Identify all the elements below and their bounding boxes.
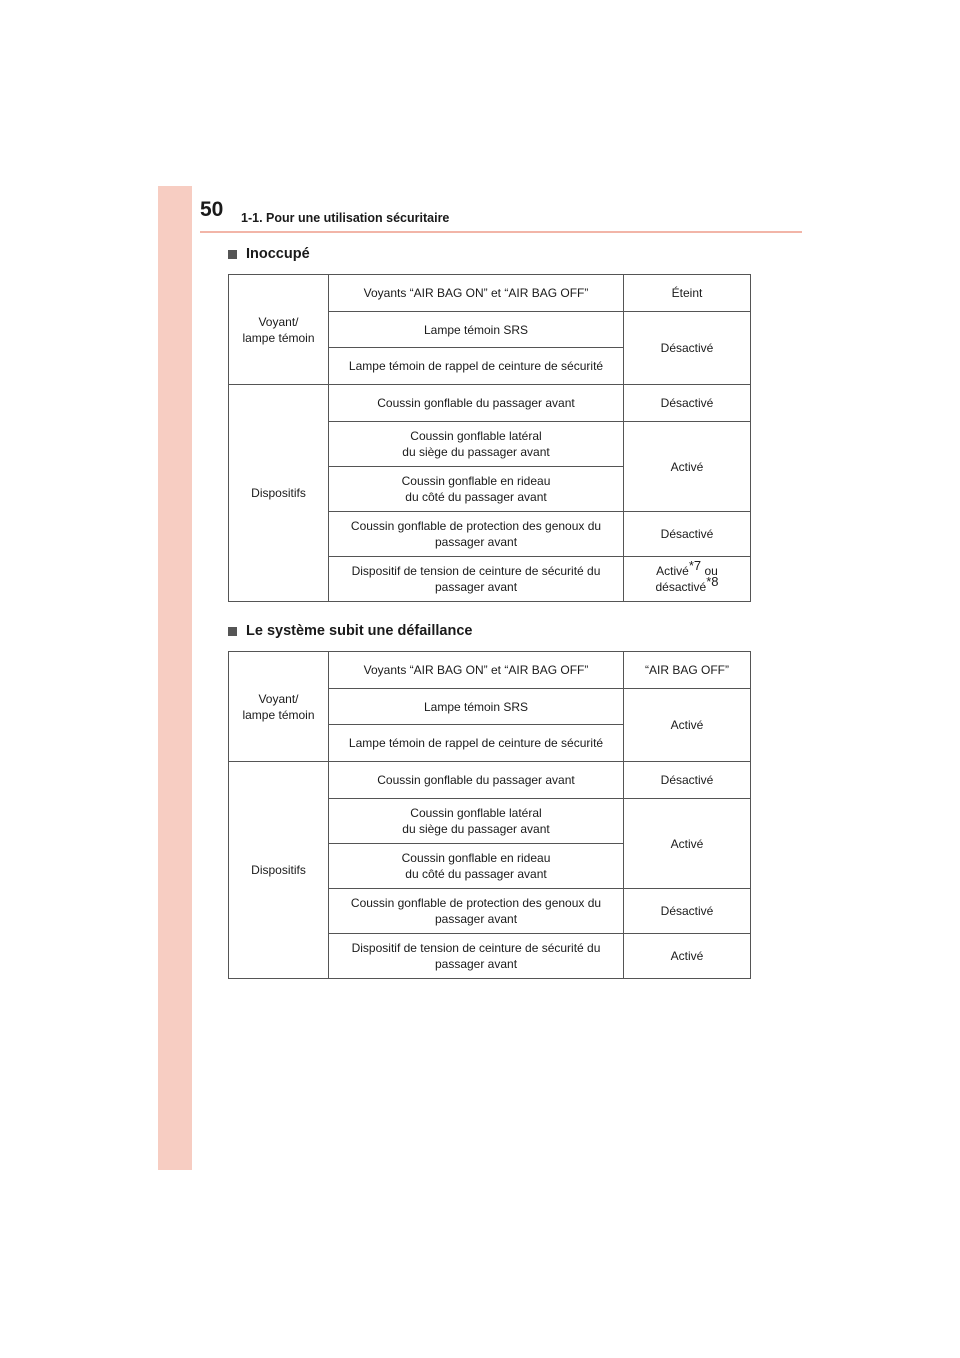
item-cell: Dispositif de tension de ceinture de sécurité du passager avant [329,934,624,979]
heading-inoccupe [228,245,310,263]
page-header [200,198,802,238]
group-cell-voyant: Voyant/ lampe témoin [229,275,329,385]
status-inactive-text: désactivé [655,580,707,594]
square-bullet-icon [228,250,237,259]
item-cell: Coussin gonflable du passager avant [329,385,624,422]
header-rule [200,231,802,233]
item-cell: Coussin gonflable en rideau du côté du passager avant [329,467,624,512]
group-cell-dispositifs: Dispositifs [229,762,329,979]
status-cell-merged: Activé [624,799,751,889]
status-table-inoccupe [228,274,751,602]
item-cell: Voyants “AIR BAG ON” et “AIR BAG OFF” [329,652,624,689]
item-cell: Voyants “AIR BAG ON” et “AIR BAG OFF” [329,275,624,312]
status-cell: Désactivé [624,385,751,422]
status-line-2 [655,574,719,595]
item-cell: Coussin gonflable latéral du siège du passager avant [329,799,624,844]
status-cell: Désactivé [624,889,751,934]
footnote-marker-7: *7 [688,558,702,573]
item-cell: Lampe témoin de rappel de ceinture de sécurité [329,725,624,762]
status-cell: Activé [624,934,751,979]
status-cell-merged: Désactivé [624,312,751,385]
heading-defaillance [228,622,472,640]
item-cell: Coussin gonflable de protection des genoux du passager avant [329,512,624,557]
status-cell: Éteint [624,275,751,312]
section-title: 1-1. Pour une utilisation sécuritaire [241,211,450,225]
status-cell: “AIR BAG OFF” [624,652,751,689]
status-cell: Désactivé [624,762,751,799]
item-cell: Lampe témoin SRS [329,689,624,725]
status-cell-footnoted [624,557,751,602]
item-cell: Dispositif de tension de ceinture de sécurité du passager avant [329,557,624,602]
status-active-text: Activé [656,564,689,578]
item-cell: Lampe témoin SRS [329,312,624,348]
item-cell: Coussin gonflable latéral du siège du passager avant [329,422,624,467]
status-cell: Désactivé [624,512,751,557]
status-cell-merged: Activé [624,422,751,512]
group-cell-dispositifs: Dispositifs [229,385,329,602]
status-cell-merged: Activé [624,689,751,762]
item-cell: Lampe témoin de rappel de ceinture de sécurité [329,348,624,385]
item-cell: Coussin gonflable en rideau du côté du passager avant [329,844,624,889]
item-cell: Coussin gonflable de protection des genoux du passager avant [329,889,624,934]
heading-text: Le système subit une défaillance [246,623,473,639]
group-cell-voyant: Voyant/ lampe témoin [229,652,329,762]
heading-text: Inoccupé [246,246,310,262]
square-bullet-icon [228,627,237,636]
status-table-defaillance [228,651,751,979]
item-cell: Coussin gonflable du passager avant [329,762,624,799]
footnote-marker-8: *8 [706,574,719,589]
page-number: 50 [200,198,224,221]
status-conjunction: ou [701,564,718,578]
side-tab-band [158,186,192,1170]
